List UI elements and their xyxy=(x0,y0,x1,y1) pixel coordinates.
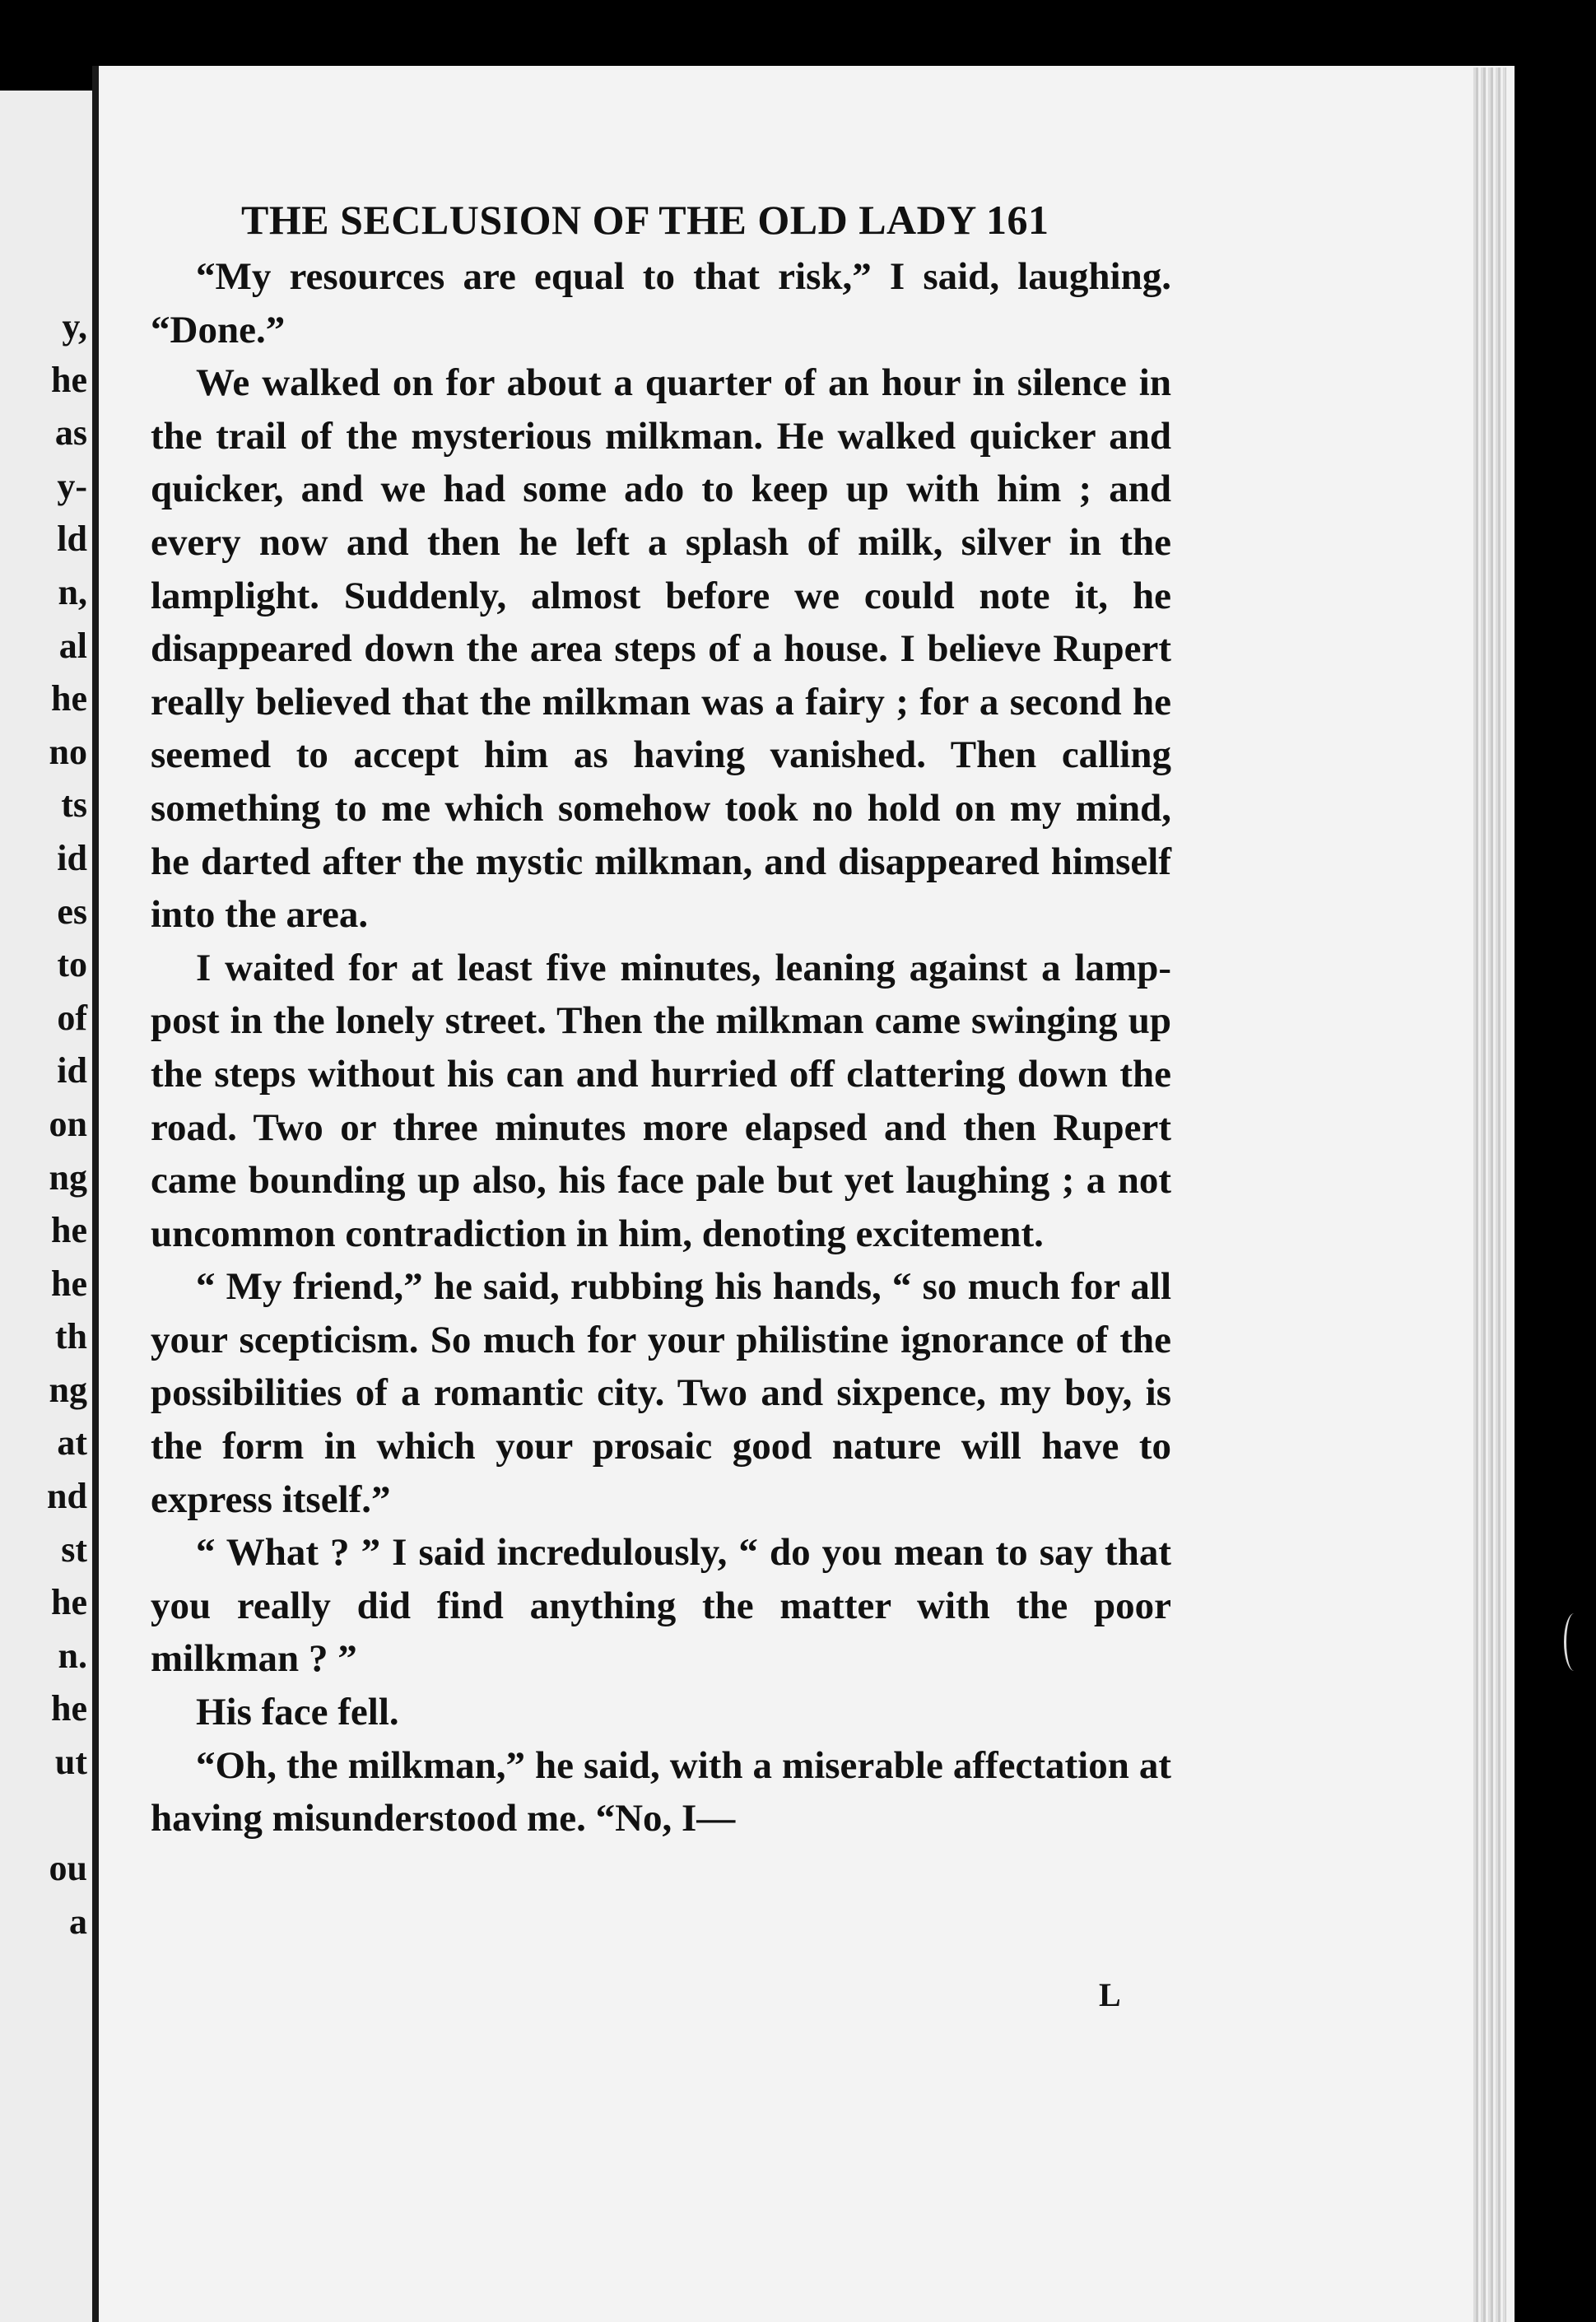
facing-page-fragment xyxy=(47,1789,87,1843)
facing-page-fragment: id xyxy=(57,837,87,878)
paragraph: “ My friend,” he said, rubbing his hands, “ so much for all your scepticism. So much for your philistine ignorance of the possibilities of a romantic city. Two and sixpence, my boy, is the form in which your prosaic good nature will have to express itself.” xyxy=(151,1265,1171,1521)
paragraph: We walked on for about a quarter of an hour in silence in the trail of the mysterious milkman. He walked quicker and quicker, and we had some ado to keep up with him ; and every now and then he left a splash of milk, silver in the lamplight. Suddenly, almost before we could note it, he disappeared down the area steps of a house. I believe Rupert really believed that the milkman was a fairy ; for a second he seemed to accept him as having vanished. Then calling something to me which somehow took no hold on my mind, he darted after the mystic milkman, and disappeared himself into the area. xyxy=(151,361,1171,937)
facing-page-fragment: es xyxy=(57,891,87,932)
paragraph: “ What ? ” I said incredulously, “ do you mean to say that you really did find anything the matter with the poor milkman ? ” xyxy=(151,1531,1171,1681)
facing-page-fragment: n, xyxy=(58,571,87,612)
facing-page-fragment: no xyxy=(49,731,87,772)
facing-page-fragment: ld xyxy=(57,519,87,560)
facing-page-fragment: ng xyxy=(49,1156,87,1198)
paragraph: I waited for at least five minutes, leaning against a lamp-post in the lonely street. Then the milkman came swinging up the steps without his can and hurried off clattering down the road. Two or three minutes more elapsed and then Rupert came bounding up also, his face pale but yet laughing ; a not uncommon contradiction in him, denoting excitement. xyxy=(151,946,1171,1255)
facing-page-fragment: he xyxy=(51,678,87,719)
facing-page-fragment: he xyxy=(51,1210,87,1251)
facing-page-fragment: he xyxy=(51,359,87,400)
facing-page-fragment: he xyxy=(51,1582,87,1623)
paragraph: His face fell. xyxy=(196,1691,399,1734)
facing-page-fragment: ou xyxy=(49,1848,87,1889)
facing-page-fragment: at xyxy=(57,1422,87,1463)
facing-page-fragment: id xyxy=(57,1050,87,1091)
paragraph: “Oh, the milkman,” he said, with a miserable affectation at having misunderstood me. “No, I— xyxy=(151,1743,1171,1840)
facing-page-fragment: ut xyxy=(54,1742,87,1783)
facing-page-fragment: ng xyxy=(49,1369,87,1410)
signature-mark: L xyxy=(1099,1976,1121,2013)
facing-page-fragment: nd xyxy=(47,1476,87,1517)
facing-page-fragment: he xyxy=(51,1263,87,1304)
facing-page-fragment: a xyxy=(69,1901,87,1942)
facing-page-fragment: as xyxy=(54,412,87,454)
page-edge-mark xyxy=(1564,1613,1584,1671)
facing-page-fragment: n. xyxy=(58,1635,87,1676)
facing-page-fragment: y, xyxy=(62,306,87,347)
facing-page-fragment: st xyxy=(61,1529,87,1570)
facing-page-fragment: on xyxy=(49,1103,87,1144)
page-stack-edge xyxy=(1473,67,1506,2322)
facing-page-text-fragments xyxy=(47,300,87,1948)
facing-page-fragment: of xyxy=(57,997,87,1038)
page-content xyxy=(151,193,1171,1845)
facing-page-fragment: y- xyxy=(57,465,87,506)
facing-page-fragment: al xyxy=(58,625,87,666)
facing-page-fragment: th xyxy=(54,1316,87,1357)
facing-page-edge xyxy=(0,91,92,2322)
running-head: THE SECLUSION OF THE OLD LADY 161 xyxy=(241,197,1049,243)
facing-page-fragment: ts xyxy=(61,784,87,826)
paragraph: “My resources are equal to that risk,” I said, laughing. “Done.” xyxy=(151,255,1171,351)
facing-page-fragment: to xyxy=(57,944,87,985)
facing-page-fragment: he xyxy=(51,1688,87,1729)
